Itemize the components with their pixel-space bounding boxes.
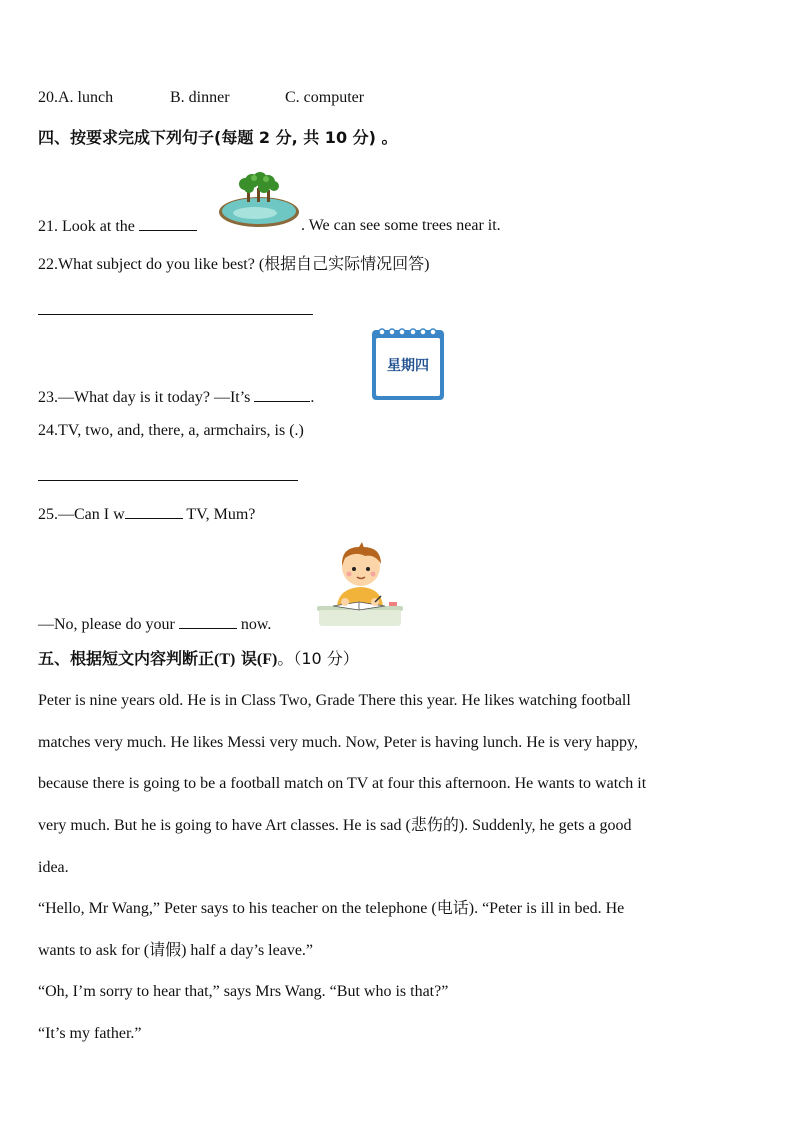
q23-period: . bbox=[310, 389, 315, 406]
q24-question: 24.TV, two, and, there, a, armchairs, is (.) bbox=[38, 422, 304, 439]
q24-answer-line[interactable] bbox=[38, 480, 298, 481]
section-5-title: 五、根据短文内容判断正 bbox=[38, 649, 215, 668]
q25-answer-line bbox=[38, 614, 271, 635]
q25-question bbox=[38, 504, 255, 525]
passage-line: “It’s my father.” bbox=[38, 1025, 142, 1042]
passage-line: idea. bbox=[38, 859, 69, 876]
section-4-heading: 四、按要求完成下列句子(每题 2 分, 共 10 分) 。 bbox=[38, 128, 398, 147]
q25-answer-suffix: now. bbox=[236, 616, 272, 633]
section-5-true-mark: (T) bbox=[214, 651, 236, 668]
q23-answer-blank[interactable] bbox=[254, 387, 310, 402]
q21-prefix: 21. Look at the bbox=[38, 218, 135, 235]
q25-answer-blank[interactable] bbox=[179, 614, 237, 629]
q20-option-a: A. lunch bbox=[58, 89, 114, 106]
q20-option-c: C. computer bbox=[285, 89, 365, 106]
q20-number: 20. bbox=[38, 89, 58, 106]
section-5-false-mark: (F) bbox=[256, 651, 278, 668]
q22-answer-line[interactable] bbox=[38, 314, 313, 315]
section-5-points: 。（10 分） bbox=[277, 649, 359, 668]
q25-answer-prefix: —No, please do your bbox=[38, 616, 175, 633]
q25-word-blank[interactable] bbox=[125, 504, 183, 519]
passage-line: Peter is nine years old. He is in Class Two, Grade There this year. He likes watching football bbox=[38, 692, 631, 709]
section-5-false-label: 误 bbox=[235, 649, 257, 668]
lake-picture bbox=[217, 172, 301, 230]
q20-options bbox=[38, 88, 113, 108]
calendar-picture bbox=[370, 326, 446, 402]
passage-line: matches very much. He likes Messi very much. Now, Peter is having lunch. He is very happy, bbox=[38, 734, 639, 751]
q22-question: 22.What subject do you like best? (根据自己实际情况回答) bbox=[38, 256, 430, 273]
calendar-day-label: 星期四 bbox=[387, 358, 429, 374]
q20-option-b: B. dinner bbox=[170, 89, 230, 106]
passage-line: because there is going to be a football match on TV at four this afternoon. He wants to watch it bbox=[38, 775, 647, 792]
passage-line: “Hello, Mr Wang,” Peter says to his teacher on the telephone (电话). “Peter is ill in bed. He bbox=[38, 900, 625, 917]
passage-line: “Oh, I’m sorry to hear that,” says Mrs Wang. “But who is that?” bbox=[38, 983, 449, 1000]
q25-suffix: TV, Mum? bbox=[182, 506, 256, 523]
q25-prefix: 25.—Can I w bbox=[38, 506, 125, 523]
passage-line: very much. But he is going to have Art classes. He is sad (悲伤的). Suddenly, he gets a good bbox=[38, 817, 632, 834]
passage-line: wants to ask for (请假) half a day’s leave.” bbox=[38, 942, 314, 959]
q21-sentence bbox=[38, 216, 197, 237]
q21-answer-blank[interactable] bbox=[139, 216, 197, 231]
boy-writing-picture bbox=[315, 540, 405, 628]
q23-sentence bbox=[38, 387, 314, 408]
section-5-heading bbox=[38, 649, 359, 670]
q21-suffix: . We can see some trees near it. bbox=[301, 217, 501, 234]
q23-text: 23.—What day is it today? —It’s bbox=[38, 389, 251, 406]
